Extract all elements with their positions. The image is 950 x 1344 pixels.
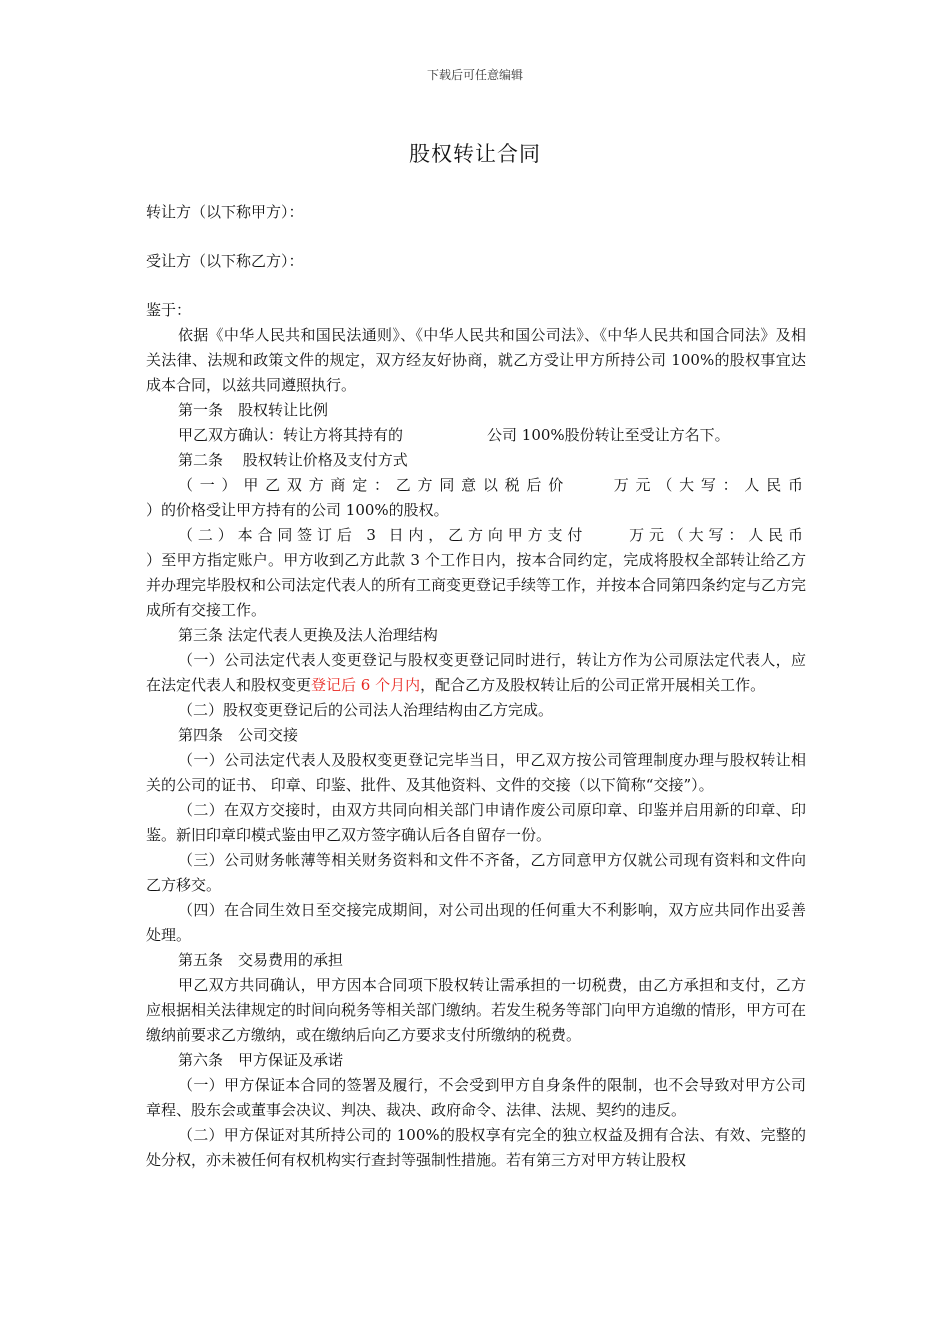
- article-3-p1-a: （一）公司法定代表人变更登记与股权变更登记同时进行，转让方作为公司原法定代表人，应在法定代表人和股权变更: [146, 651, 806, 694]
- article-2-p2-a: （二）本合同签订后 3 日内，乙方向甲方支付: [178, 526, 588, 544]
- contract-title: 股权转让合同: [409, 142, 541, 166]
- article-3-p1-highlight: 登记后 6 个月内: [311, 676, 421, 694]
- page-header-note: 下载后可任意编辑: [426, 68, 523, 82]
- article-4-p4: （四）在合同生效日至交接完成期间，对公司出现的任何重大不利影响，双方应共同作出妥善处理。: [146, 901, 806, 944]
- contract-body: [146, 200, 806, 1173]
- article-4-p2: （二）在双方交接时，由双方共同向相关部门申请作废公司原印章、印鉴并启用新的印章、印鉴。新旧印章印模式鉴由甲乙双方签字确认后各自留存一份。: [146, 801, 806, 844]
- article-6-heading: 第六条 甲方保证及承诺: [178, 1051, 344, 1069]
- article-2-p1-c: ）的价格受让甲方持有的公司 100%的股权。: [146, 501, 449, 519]
- article-5-heading: 第五条 交易费用的承担: [178, 951, 344, 969]
- article-4-p3: （三）公司财务帐薄等相关财务资料和文件不齐备，乙方同意甲方仅就公司现有资料和文件向乙方移交。: [146, 851, 806, 894]
- article-4-p1: （一）公司法定代表人及股权变更登记完毕当日，甲乙双方按公司管理制度办理与股权转让相关的公司的证书、 印章、印鉴、批件、及其他资料、文件的交接（以下简称“交接”）。: [146, 751, 806, 794]
- transferee-line: 受让方（以下称乙方）：: [146, 252, 304, 270]
- article-3-p1: [146, 648, 806, 698]
- transferor-line: 转让方（以下称甲方）：: [146, 203, 304, 221]
- article-3-p1-b: ，配合乙方及股权转让后的公司正常开展相关工作。: [420, 676, 766, 694]
- article-2-p2-line1: [146, 523, 806, 548]
- article-1-text-a: 甲乙双方确认：转让方将其持有的: [178, 426, 404, 444]
- whereas-label: 鉴于：: [146, 301, 192, 319]
- article-6-p1: （一）甲方保证本合同的签署及履行，不会受到甲方自身条件的限制，也不会导致对甲方公司章程、股东会或董事会决议、判决、裁决、政府命令、法律、法规、契约的违反。: [146, 1076, 806, 1119]
- article-3-heading: 第三条 法定代表人更换及法人治理结构: [178, 626, 438, 644]
- article-2-p2-c: ）至甲方指定账户。甲方收到乙方此款 3 个工作日内，按本合同约定，完成将股权全部转让给乙方并办理完毕股权和公司法定代表人的所有工商变更登记手续等工作，并按本合同第四条约定与乙方完成所有交接工作。: [146, 551, 807, 619]
- article-6-p2: （二）甲方保证对其所持公司的 100%的股权享有完全的独立权益及拥有合法、有效、完整的处分权，亦未被任何有权机构实行查封等强制性措施。若有第三方对甲方转让股权: [146, 1126, 806, 1169]
- article-2-p2-b: 万元（大写：人民币: [627, 526, 806, 544]
- article-2-heading: 第二条 股权转让价格及支付方式: [178, 451, 408, 469]
- whereas-paragraph: 依据《中华人民共和国民法通则》、《中华人民共和国公司法》、《中华人民共和国合同法》及相关法律、法规和政策文件的规定，双方经友好协商，就乙方受让甲方所持公司 100%的股权事宜达成本合同，以兹共同遵照执行。: [146, 326, 806, 394]
- article-2-p1-line1: [146, 473, 806, 498]
- article-5-text: 甲乙双方共同确认，甲方因本合同项下股权转让需承担的一切税费，由乙方承担和支付，乙方应根据相关法律规定的时间向税务等相关部门缴纳。若发生税务等部门向甲方追缴的情形，甲方可在缴纳前要求乙方缴纳，或在缴纳后向乙方要求支付所缴纳的税费。: [146, 976, 807, 1044]
- article-2-p1-b: 万元（大写：人民币: [609, 476, 806, 494]
- article-3-p2: （二）股权变更登记后的公司法人治理结构由乙方完成。: [178, 701, 554, 719]
- article-1-text-b: 公司 100%股份转让至受让方名下。: [487, 426, 730, 444]
- article-4-heading: 第四条 公司交接: [178, 726, 299, 744]
- article-1-text: [146, 423, 806, 448]
- article-1-heading: 第一条 股权转让比例: [178, 401, 329, 419]
- article-2-p1-a: （一）甲乙双方商定：乙方同意以税后价: [178, 476, 570, 494]
